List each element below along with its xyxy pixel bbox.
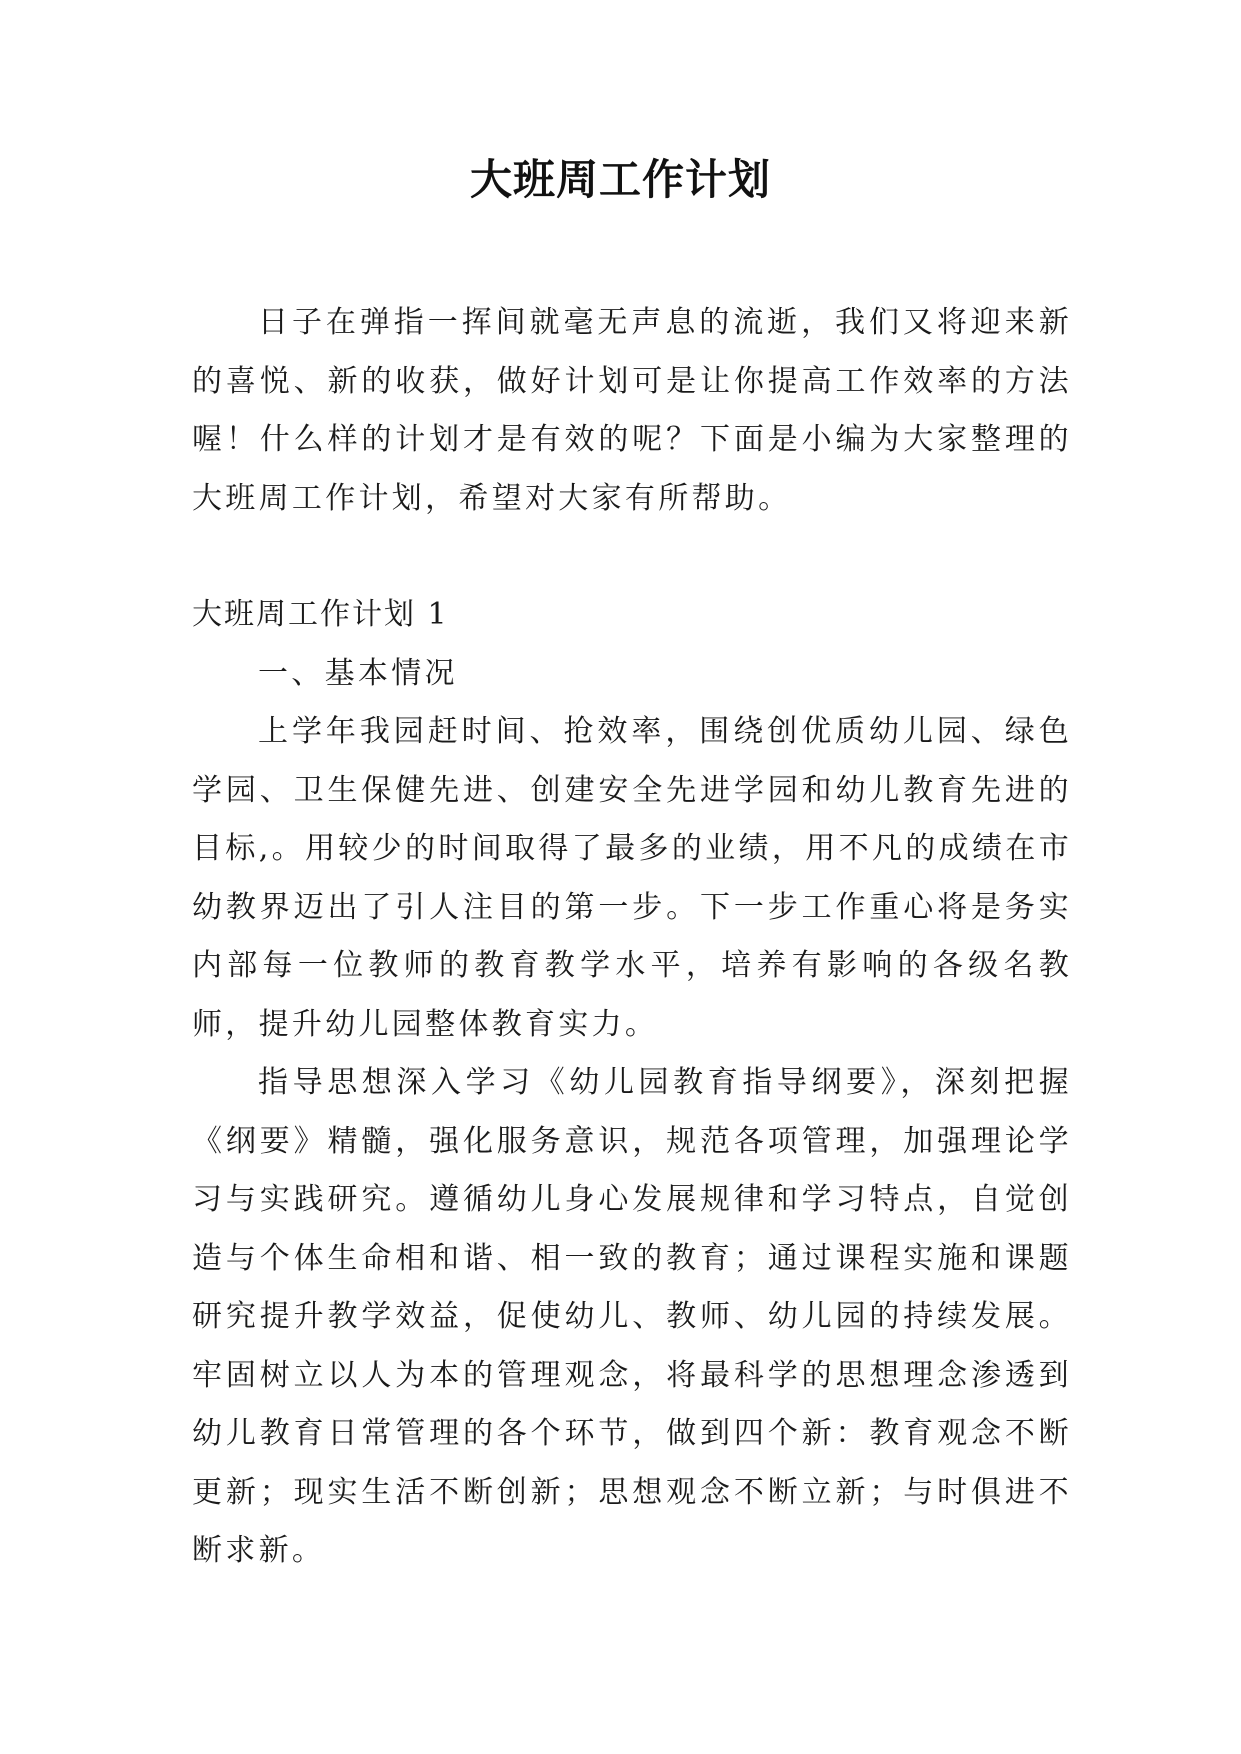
document-body xyxy=(192,294,1072,1581)
paragraph-spacer xyxy=(192,528,1072,586)
paragraph-basic-situation: 上学年我园赶时间、抢效率，围绕创优质幼儿园、绿色学园、卫生保健先进、创建安全先进学园和幼儿教育先进的目标,。用较少的时间取得了最多的业绩，用不凡的成绩在市幼教界迈出了引人注目的第一步。下一步工作重心将是务实内部每一位教师的教育教学水平，培养有影响的各级名教师，提升幼儿园整体教育实力。 xyxy=(192,714,1072,1042)
document-title: 大班周工作计划 xyxy=(469,155,771,204)
paragraph-guiding-ideology: 指导思想深入学习《幼儿园教育指导纲要》，深刻把握《纲要》精髓，强化服务意识，规范各项管理，加强理论学习与实践研究。遵循幼儿身心发展规律和学习特点，自觉创造与个体生命相和谐、相一致的教育；通过课程实施和课题研究提升教学效益，促使幼儿、教师、幼儿园的持续发展。牢固树立以人为本的管理观念，将最科学的思想理念渗透到幼儿教育日常管理的各个环节，做到四个新：教育观念不断更新；现实生活不断创新；思想观念不断立新；与时俱进不断求新。 xyxy=(192,1065,1072,1568)
intro-paragraph: 日子在弹指一挥间就毫无声息的流逝，我们又将迎来新的喜悦、新的收获，做好计划可是让你提高工作效率的方法喔！什么样的计划才是有效的呢？下面是小编为大家整理的大班周工作计划，希望对大家有所帮助。 xyxy=(192,305,1072,516)
section-heading: 大班周工作计划 1 xyxy=(192,597,449,632)
subheading-basic-situation: 一、基本情况 xyxy=(258,655,458,691)
